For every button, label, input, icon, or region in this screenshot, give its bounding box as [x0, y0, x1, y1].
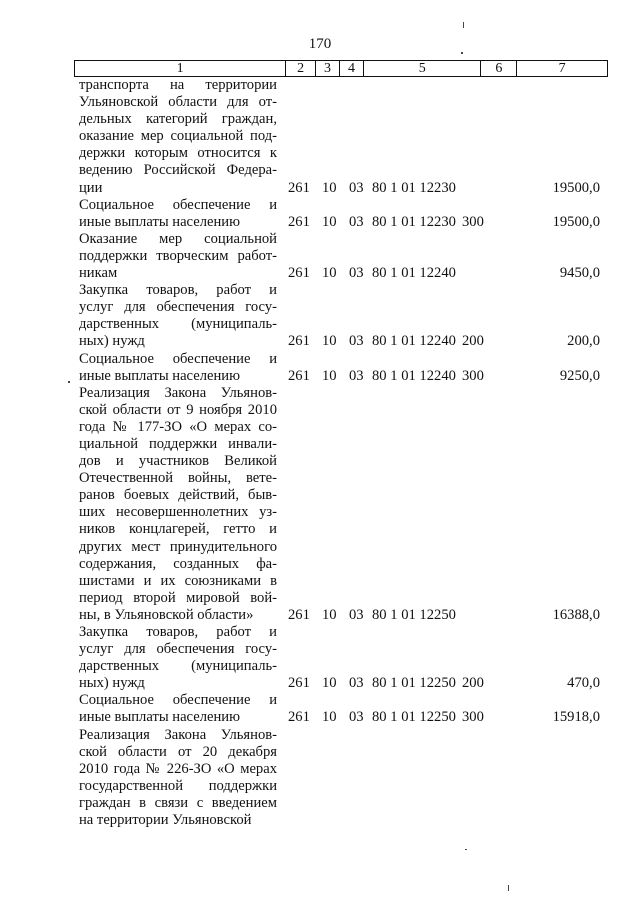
- row-values: [0, 214, 640, 231]
- values-target: 80 1 01 12250: [372, 709, 456, 726]
- row-values: [0, 607, 640, 624]
- values-type: 200: [462, 333, 484, 350]
- header-cell-1: 1: [75, 61, 286, 76]
- header-cell-6: 6: [481, 61, 517, 76]
- values-amount: 16388,0: [552, 606, 600, 623]
- values-amount: 19500,0: [552, 213, 600, 230]
- description-line: дельных категорий граждан,: [79, 111, 277, 128]
- scan-speck: [461, 52, 463, 54]
- header-cell-7: 7: [558, 61, 566, 76]
- page-number: 170: [308, 36, 332, 52]
- scan-speck: [508, 885, 509, 891]
- table-row: [0, 385, 640, 624]
- description-line: поддержки творческим работ-: [79, 247, 277, 264]
- table-row: [0, 77, 640, 197]
- row-values: [0, 368, 640, 385]
- description-line: шистами и их союзниками в: [79, 572, 277, 589]
- description-line: ранов боевых действий, быв-: [79, 487, 277, 504]
- row-values: [0, 333, 640, 350]
- values-target: 80 1 01 12240: [372, 333, 456, 350]
- description-line: держки которым относится к: [79, 145, 277, 162]
- values-target: 80 1 01 12250: [372, 606, 456, 623]
- values-code: 261: [288, 179, 310, 196]
- description-line: Оказание мер социальной: [79, 230, 277, 247]
- header-cell-4: 4: [340, 61, 364, 76]
- values-type: 300: [462, 367, 484, 384]
- values-subsection: 03: [349, 709, 364, 726]
- description-line: ции: [79, 179, 103, 196]
- description-line: государственной поддержки: [79, 777, 277, 794]
- values-code: 261: [288, 675, 310, 692]
- values-code: 261: [288, 367, 310, 384]
- values-target: 80 1 01 12230: [372, 213, 456, 230]
- description-line: других мест принудительного: [79, 538, 277, 555]
- row-values: [0, 675, 640, 692]
- values-code: 261: [288, 606, 310, 623]
- values-section: 10: [322, 265, 337, 282]
- scan-speck: [465, 849, 467, 850]
- description-line: никам: [79, 265, 118, 282]
- description-line: Закупка товаров, работ и: [79, 624, 277, 640]
- description-line: Отечественной войны, вете-: [79, 470, 277, 487]
- description-line: иные выплаты населению: [79, 213, 240, 230]
- values-section: 10: [322, 333, 337, 350]
- values-amount: 9450,0: [559, 265, 600, 282]
- values-subsection: 03: [349, 265, 364, 282]
- values-subsection: 03: [349, 606, 364, 623]
- description-line: Ульяновской области для от-: [79, 94, 277, 111]
- values-amount: 200,0: [567, 333, 600, 350]
- row-values: [0, 265, 640, 282]
- description-line: ны, в Ульяновской области»: [79, 606, 254, 623]
- description-line: иные выплаты населению: [79, 709, 240, 726]
- row-values: [0, 180, 640, 197]
- values-target: 80 1 01 12230: [372, 179, 456, 196]
- table-header: [74, 60, 608, 77]
- description-line: на территории Ульяновской: [79, 812, 252, 829]
- description-line: дов и участников Великой: [79, 453, 277, 470]
- description-line: услуг для обеспечения госу-: [79, 299, 277, 316]
- table-body: [0, 77, 640, 829]
- values-section: 10: [322, 179, 337, 196]
- row-description: [79, 385, 277, 624]
- values-section: 10: [322, 213, 337, 230]
- description-line: оказание мер социальной под-: [79, 128, 277, 145]
- table-row: [0, 282, 640, 350]
- table-row: [0, 351, 640, 385]
- values-type: 300: [462, 709, 484, 726]
- table-row: [0, 727, 640, 830]
- description-line: Закупка товаров, работ и: [79, 282, 277, 299]
- values-subsection: 03: [349, 367, 364, 384]
- description-line: Реализация Закона Ульянов-: [79, 384, 277, 401]
- description-line: ской области от 20 декабря: [79, 743, 277, 760]
- description-line: циальной поддержки инвали-: [79, 435, 277, 452]
- table-row: [0, 197, 640, 231]
- values-section: 10: [322, 606, 337, 623]
- description-line: Социальное обеспечение и: [79, 692, 277, 709]
- table-row: [0, 692, 640, 726]
- description-line: Социальное обеспечение и: [79, 350, 277, 367]
- header-cell-3: 3: [316, 61, 340, 76]
- values-code: 261: [288, 333, 310, 350]
- values-section: 10: [322, 709, 337, 726]
- table-row: [0, 231, 640, 282]
- scan-speck: [463, 22, 464, 28]
- description-line: ской области от 9 ноября 2010: [79, 401, 277, 418]
- description-line: ных) нужд: [79, 675, 145, 692]
- description-line: иные выплаты населению: [79, 367, 240, 384]
- table-row: [0, 624, 640, 692]
- values-target: 80 1 01 12240: [372, 367, 456, 384]
- description-line: ников концлагерей, гетто и: [79, 521, 277, 538]
- description-line: дарственных (муниципаль-: [79, 658, 277, 675]
- values-code: 261: [288, 213, 310, 230]
- description-line: граждан в связи с введением: [79, 794, 277, 811]
- header-cell-2: 2: [286, 61, 316, 76]
- scan-speck: [68, 381, 70, 383]
- values-section: 10: [322, 675, 337, 692]
- values-subsection: 03: [349, 675, 364, 692]
- description-line: ших несовершеннолетних уз-: [79, 504, 277, 521]
- description-line: ведению Российской Федера-: [79, 162, 277, 179]
- values-amount: 15918,0: [552, 709, 600, 726]
- description-line: период второй мировой вой-: [79, 589, 277, 606]
- header-cell-5: 5: [364, 61, 482, 76]
- values-type: 200: [462, 675, 484, 692]
- description-line: Социальное обеспечение и: [79, 196, 277, 213]
- row-values: [0, 709, 640, 726]
- description-line: ных) нужд: [79, 333, 145, 350]
- values-subsection: 03: [349, 333, 364, 350]
- values-section: 10: [322, 367, 337, 384]
- values-code: 261: [288, 709, 310, 726]
- description-line: Реализация Закона Ульянов-: [79, 726, 277, 743]
- description-line: 2010 года № 226-ЗО «О мерах: [79, 760, 277, 777]
- description-line: дарственных (муниципаль-: [79, 316, 277, 333]
- values-type: 300: [462, 213, 484, 230]
- values-amount: 470,0: [567, 675, 600, 692]
- values-amount: 19500,0: [552, 179, 600, 196]
- values-target: 80 1 01 12250: [372, 675, 456, 692]
- description-line: года № 177-ЗО «О мерах со-: [79, 418, 277, 435]
- values-amount: 9250,0: [559, 367, 600, 384]
- row-values: [0, 812, 640, 829]
- description-line: содержания, созданных фа-: [79, 555, 277, 572]
- description-line: транспорта на территории: [79, 77, 277, 93]
- values-subsection: 03: [349, 213, 364, 230]
- values-target: 80 1 01 12240: [372, 265, 456, 282]
- values-subsection: 03: [349, 179, 364, 196]
- description-line: услуг для обеспечения госу-: [79, 641, 277, 658]
- values-code: 261: [288, 265, 310, 282]
